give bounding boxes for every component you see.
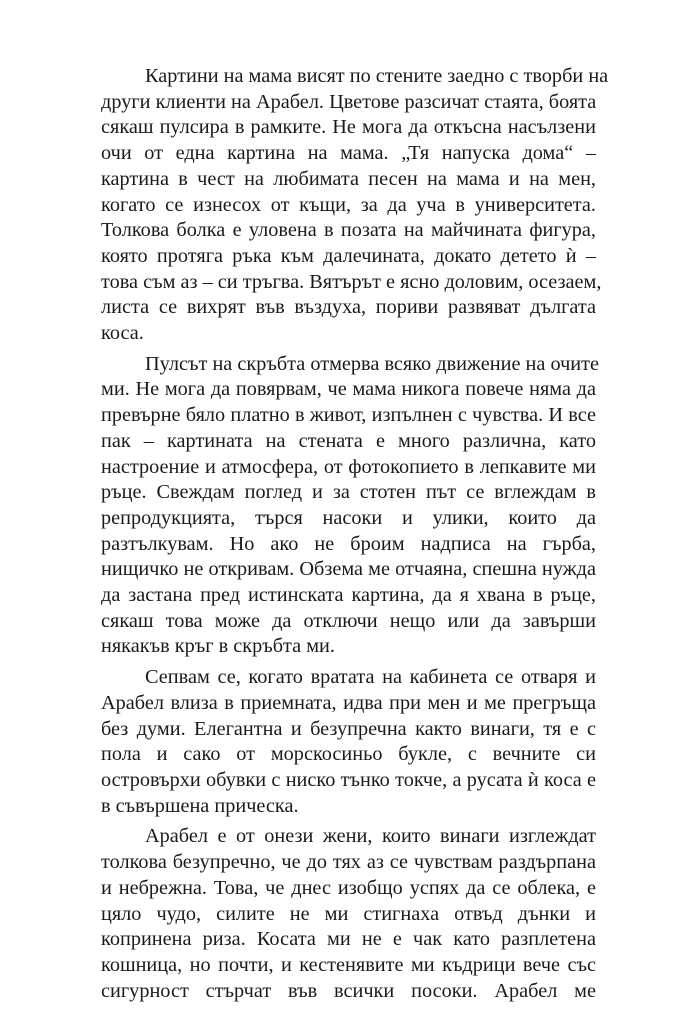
text-line: без думи. Елегантна и безупречна както винаги, тя е с	[101, 717, 596, 740]
text-line: Толкова болка е уловена в позата на майчината фигура,	[101, 219, 596, 242]
text-line: която протяга ръка към далечината, докато детето ѝ –	[101, 244, 596, 267]
text-line: картина в чест на любимата песен на мама и на мен,	[101, 167, 596, 190]
text-line: листа се вихрят във въздуха, пориви развяват дългата	[101, 296, 596, 319]
text-line: коса.	[101, 322, 144, 345]
paragraph	[101, 352, 599, 660]
text-line: Арабел е от онези жени, които винаги изглеждат	[145, 825, 596, 848]
text-line: сигурност стърчат във всички посоки. Арабел ме	[101, 979, 596, 1002]
text-line: ми. Не мога да повярвам, че мама никога повече няма да	[101, 378, 596, 401]
text-line: кошница, но почти, и кестенявите ми къдрици вече със	[101, 953, 596, 976]
paragraph	[101, 665, 596, 819]
text-line: Арабел влиза в приемната, идва при мен и ме прегръща	[101, 691, 596, 714]
text-line: нищичко не откривам. Обзема ме отчаяна, спешна нужда	[101, 558, 596, 581]
text-line: когато се изнесох от къщи, за да уча в университета.	[101, 193, 596, 216]
paragraph	[101, 64, 609, 347]
text-line: Сепвам се, когато вратата на кабинета се отваря и	[145, 666, 596, 689]
text-line: толкова безупречно, че до тях аз се чувствам раздърпана	[101, 851, 596, 874]
text-line: настроение и атмосфера, от фотокопието в лепкавите ми	[101, 455, 596, 478]
text-line: други клиенти на Арабел. Цветове разсичат стаята, боята	[101, 90, 597, 113]
text-line: ръце. Свеждам поглед и за стотен път се вглеждам в	[101, 481, 596, 504]
text-line: островърхи обувки с ниско тънко токче, а русата ѝ коса е	[101, 768, 596, 791]
text-line: цяло чудо, силите не ми стигнаха отвъд дънки и	[101, 902, 596, 925]
text-line: в съвършена прическа.	[101, 794, 299, 817]
text-line: и небрежна. Това, че днес изобщо успях да се облека, е	[101, 876, 596, 899]
text-line: превърне бяло платно в живот, изпълнен с чувства. И все	[101, 404, 596, 427]
text-line: репродукцията, търся насоки и улики, които да	[101, 506, 596, 529]
text-line: сякаш това може да отключи нещо или да завърши	[101, 609, 596, 632]
book-page	[101, 64, 609, 1009]
text-line: да застана пред истинската картина, да я хвана в ръце,	[101, 584, 596, 607]
paragraph	[101, 824, 596, 1004]
text-line: Пулсът на скръбта отмерва всяко движение на очите	[145, 352, 599, 375]
text-line: някакъв кръг в скръбта ми.	[101, 635, 335, 658]
text-line: Картини на мама висят по стените заедно с творби на	[145, 65, 609, 87]
text-line: пак – картината на стената е много различна, като	[101, 429, 596, 452]
text-line: очи от една картина на мама. „Тя напуска дома“ –	[101, 142, 596, 165]
text-line: разтълкувам. Но ако не броим надписа на гърба,	[101, 532, 596, 555]
text-line: това съм аз – си тръгва. Вятърът е ясно доловим, осезаем,	[101, 270, 602, 293]
text-line: пола и сако от морскосиньо букле, с вечните си	[101, 743, 596, 766]
text-line: копринена риза. Косата ми не е чак като разплетена	[101, 928, 596, 951]
text-line: сякаш пулсира в рамките. Не мога да откъсна насълзени	[101, 116, 596, 139]
